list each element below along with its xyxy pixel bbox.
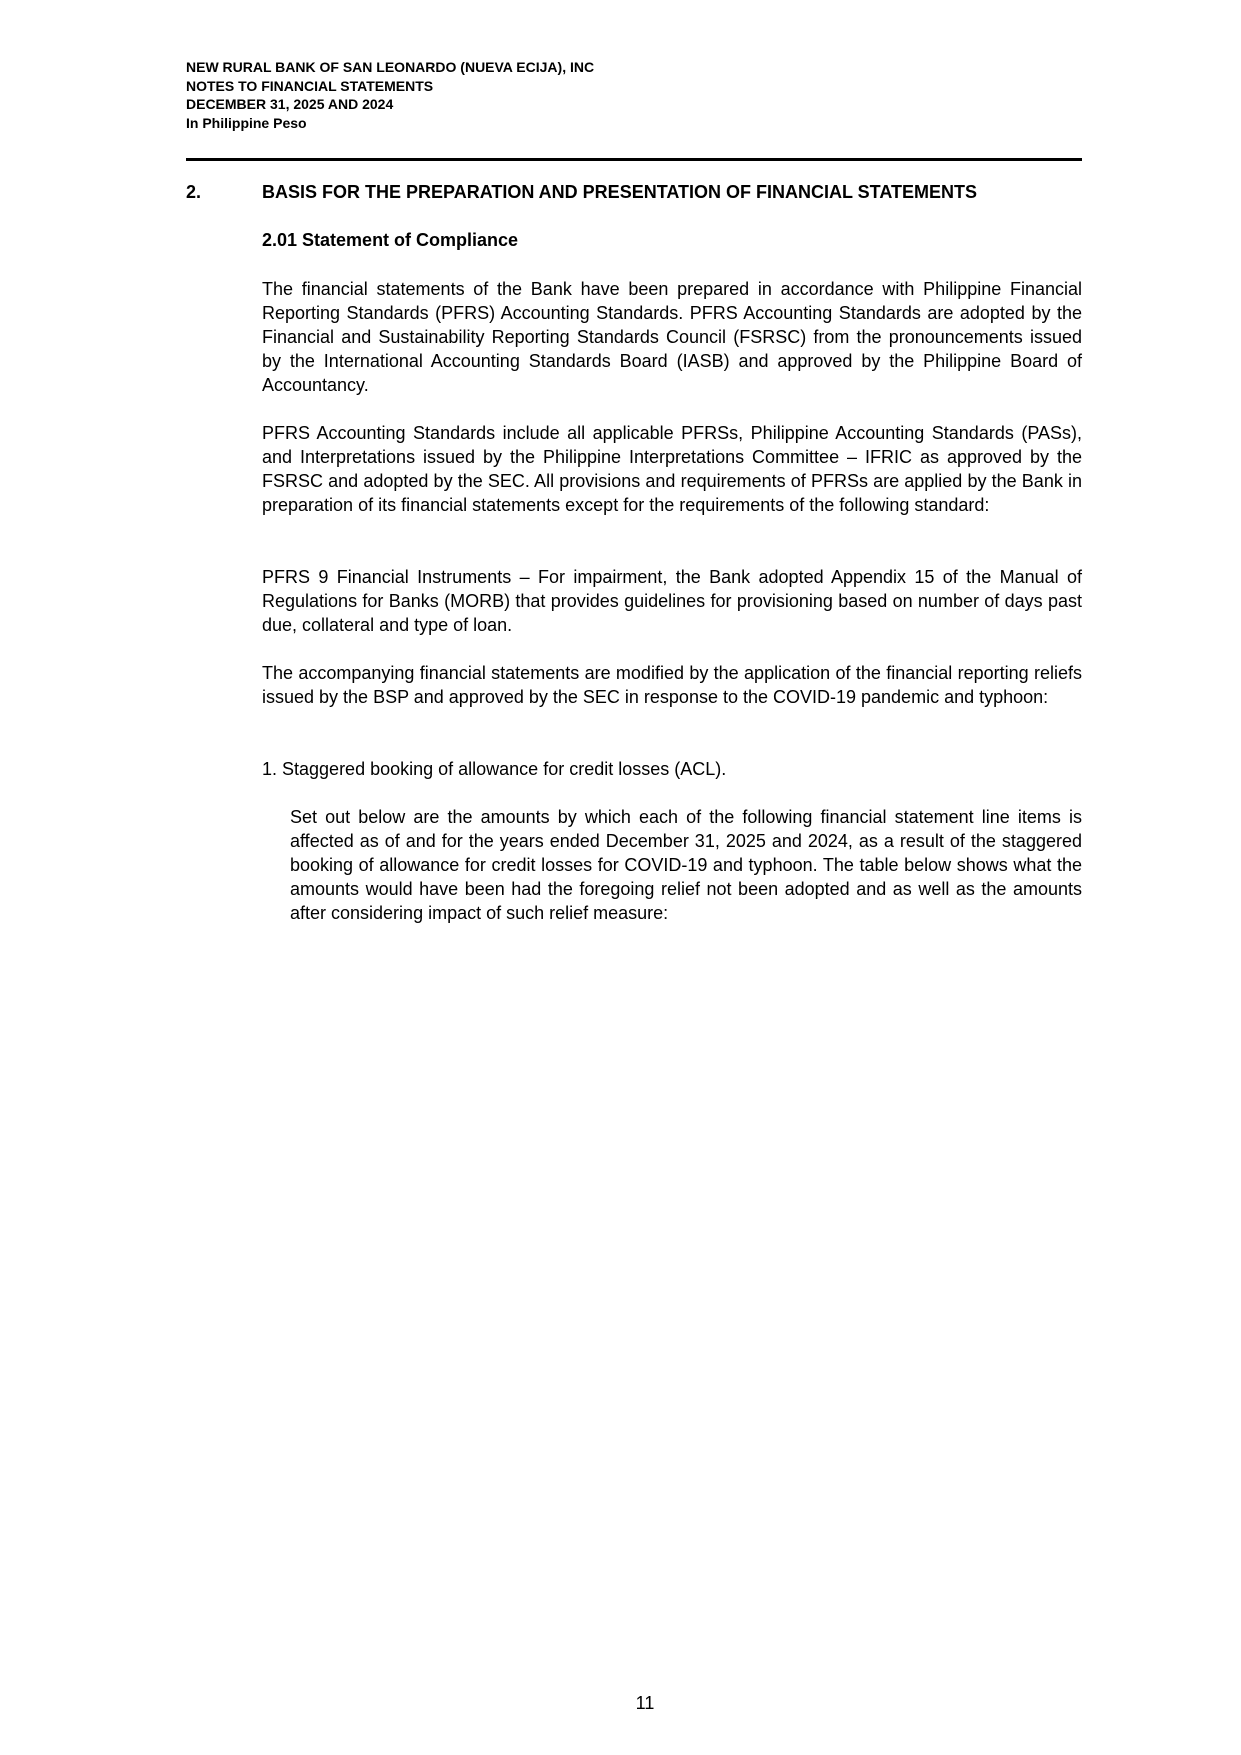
header-divider xyxy=(186,158,1082,161)
list-item-staggered-booking: 1. Staggered booking of allowance for credit losses (ACL). xyxy=(262,759,727,779)
document-header xyxy=(186,58,594,132)
paragraph-pfrs9-exception: PFRS 9 Financial Instruments – For impairment, the Bank adopted Appendix 15 of the Manual of Regulations for Banks (MORB) that provides guidelines for provisioning based on number of days past due, collateral and type of loan. xyxy=(262,567,1082,635)
statement-title: NOTES TO FINANCIAL STATEMENTS xyxy=(186,77,434,94)
currency-note: In Philippine Peso xyxy=(186,114,307,131)
paragraph-pfrs-scope: PFRS Accounting Standards include all applicable PFRSs, Philippine Accounting Standards (PASs), and Interpretations issued by the Philippine Interpretations Committee – IFRIC as approved by the FSRSC and adopted by the SEC. All provisions and requirements of PFRSs are applied by the Bank in preparation of its financial statements except for the requirements of the following standard: xyxy=(262,423,1082,515)
subsection-title: 2.01 Statement of Compliance xyxy=(262,230,519,250)
paragraph-relief-impact: Set out below are the amounts by which each of the following financial statement line items is affected as of and for the years ended December 31, 2025 and 2024, as a result of the staggered booking of allowance for credit losses for COVID-19 and typhoon. The table below shows what the amounts would have been had the foregoing relief not been adopted and as well as the amounts after considering impact of such relief measure: xyxy=(290,807,1082,923)
statement-period: DECEMBER 31, 2025 AND 2024 xyxy=(186,96,394,112)
paragraph-compliance: The financial statements of the Bank have been prepared in accordance with Philippine Financial Reporting Standards (PFRS) Accounting Standards. PFRS Accounting Standards are adopted by the Financial and Sustainability Reporting Standards Council (FSRSC) from the pronouncements issued by the International Accounting Standards Board (IASB) and approved by the Philippine Board of Accountancy. xyxy=(262,279,1082,395)
company-name: NEW RURAL BANK OF SAN LEONARDO (NUEVA ECIJA), INC xyxy=(186,59,595,75)
paragraph-reliefs: The accompanying financial statements are modified by the application of the financial reporting reliefs issued by the BSP and approved by the SEC in response to the COVID-19 pandemic and typhoon: xyxy=(262,663,1082,707)
section-number: 2. xyxy=(186,182,202,202)
page-number: 11 xyxy=(635,1693,655,1713)
section-title: BASIS FOR THE PREPARATION AND PRESENTATION OF FINANCIAL STATEMENTS xyxy=(262,182,978,202)
